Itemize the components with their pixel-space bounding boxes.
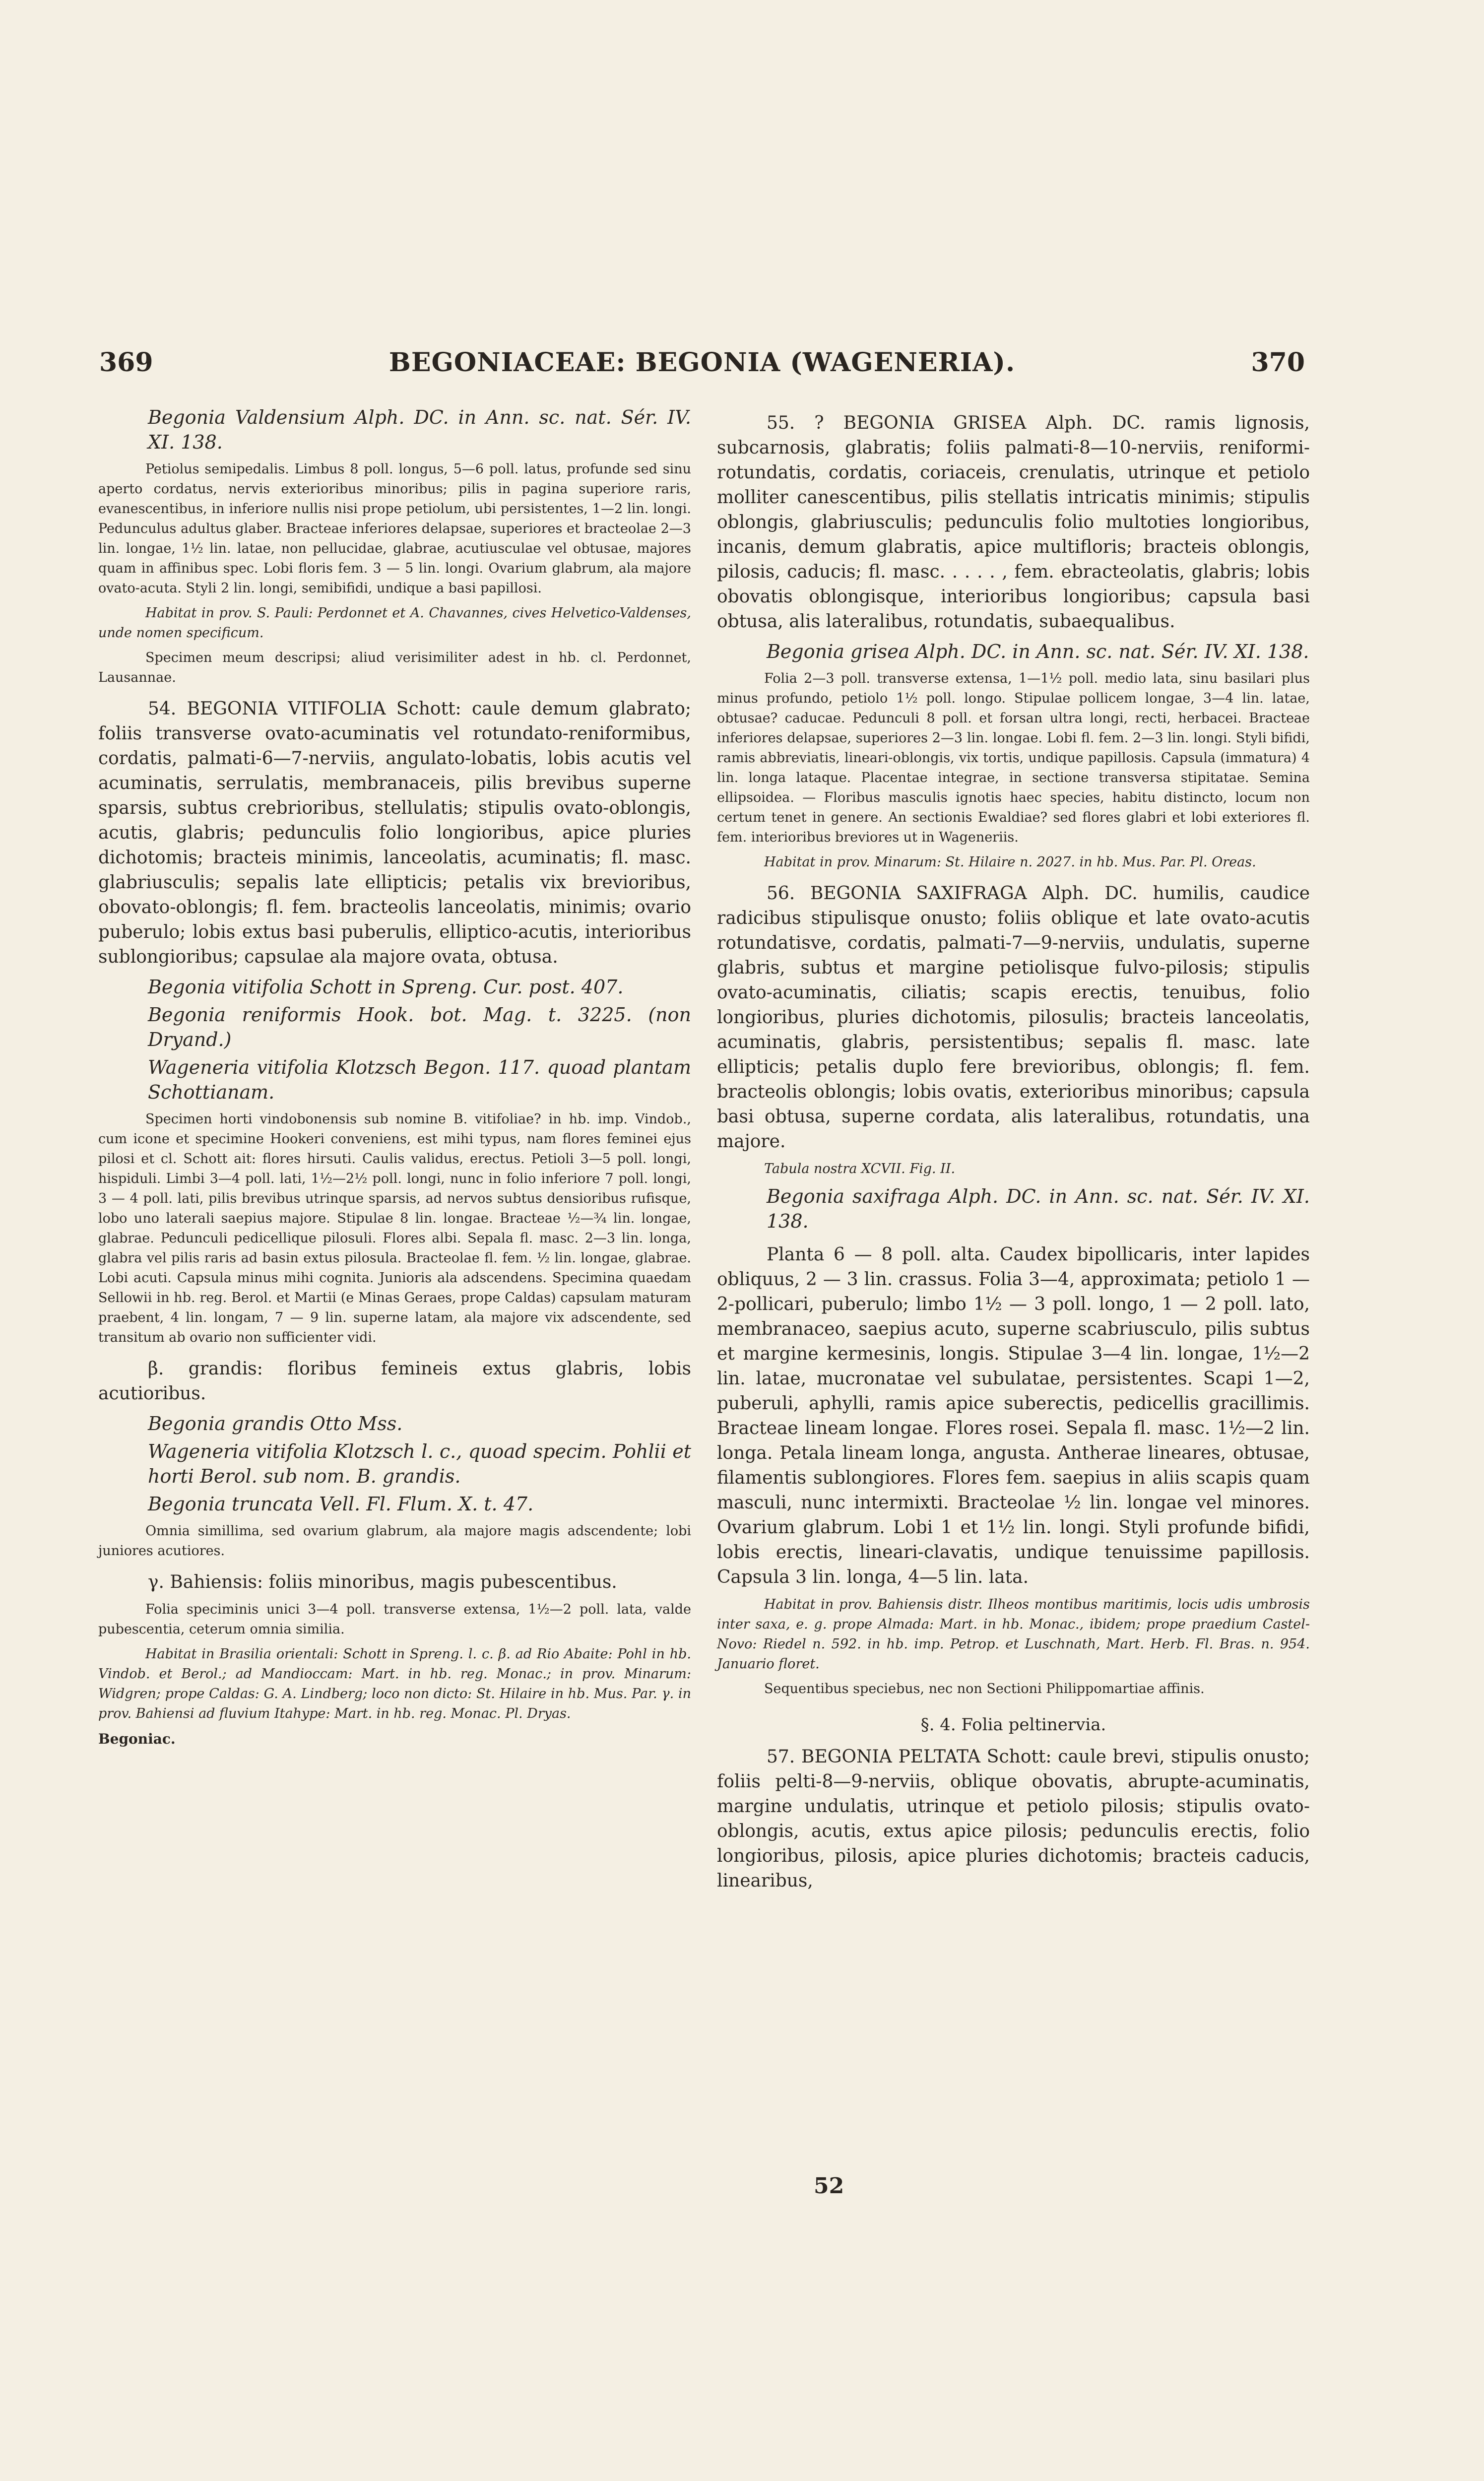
description-saxifraga: Planta 6 — 8 poll. alta. Caudex bipollicaris, inter lapides obliquus, 2 — 3 lin. crassus. Folia 3—4, approximata; petiolo 1 — 2-pollicari, puberulo; limbo 1½ — 3 poll. longo, 1 — 2 poll. lato, membranaceo, saepius acuto, superne scabriusculo, pilis subtus et margine kermesinis, longis. Stipulae 3—4 lin. longae, 1½—2 lin. latae, mucronatae vel subulatae, persistentes. Scapi 1—2, puberuli, aphylli, ramis apice suberectis, pedicellis gracillimis. Bracteae lineam longae. Flores rosei. Sepala fl. masc. 1½—2 lin. longa. Petala lineam longa, angusta. Antherae lineares, obtusae, filamentis sublongiores. Flores fem. saepius in aliis scapis quam masculi, nunc intermixti. Bracteolae ½ lin. longae vel minores. Ovarium glabrum. Lobi 1 et 1½ lin. longi. Styli profunde bifidi, lobis erectis, lineari-clavatis, undique tenuissime papillosis. Capsula 3 lin. longa, 4—5 lin. lata. [717,1244,1310,1587]
plate-reference: Tabula nostra XCVII. Fig. II. [764,1161,956,1176]
affinity-note: Sequentibus speciebus, nec non Sectioni Philippomartiae affinis. [764,1681,1205,1697]
note-beta: Omnia simillima, sed ovarium glabrum, ala majore magis adscendente; lobi juniores acutiores. [98,1523,691,1559]
synonym-truncata: Begonia truncata Vell. Fl. Flum. X. t. 47. [148,1493,534,1515]
description-grisea: Folia 2—3 poll. transverse extensa, 1—1½ poll. medio lata, sinu basilari plus minus profundo, petiolo 1½ poll. longo. Stipulae pollicem longae, 3—4 lin. latae, obtusae? caducae. Pedunculi 8 poll. et forsan ultra longi, recti, herbacei. Bracteae inferiores delapsae, superiores 2—3 lin. longae. Lobi fl. fem. 2—3 lin. longi. Styli bifidi, ramis abbreviatis, lineari-oblongis, vix tortis, undique papillosis. Capsula (immatura) 4 lin. longa lataque. Placentae integrae, in sectione transversa stipitatae. Semina ellipsoidea. — Floribus masculis ignotis haec species, habitu distincto, locum non certum tenet in genere. An sectionis Ewaldiae? sed flores glabri et lobi exteriores fl. fem. interioribus breviores ut in Wageneriis. [717,671,1310,845]
synonym-reniformis: Begonia reniformis Hook. bot. Mag. t. 3225. (non Dryand.) [148,1004,691,1050]
note-gamma: Folia speciminis unici 3—4 poll. transverse extensa, 1½—2 poll. lata, valde pubescentia, ceterum omnia similia. [98,1602,691,1637]
synonym-grandis: Begonia grandis Otto Mss. [148,1413,403,1435]
variety-beta-grandis: β. grandis: floribus femineis extus glabris, lobis acutioribus. [98,1359,691,1404]
left-column [98,402,691,1747]
habitat-vitifolia: Habitat in Brasilia orientali: Schott in Spreng. l. c. β. ad Rio Abaite: Pohl in hb. Vindob. et Berol.; ad Mandioccam: Mart. in hb. reg. Monac.; in prov. Minarum: Widgren; prope Caldas: G. A. Lindberg; loco non dicto: St. Hilaire in hb. Mus. Par. γ. in prov. Bahiensi ad fluvium Itahype: Mart. in hb. reg. Monac. Pl. Dryas. [98,1646,691,1721]
page-number-left: 369 [99,347,153,378]
synonym-saxifraga: Begonia saxifraga Alph. DC. in Ann. sc. nat. Sér. IV. XI. 138. [767,1185,1310,1232]
description-vitifolia: Specimen horti vindobonensis sub nomine B. vitifoliae? in hb. imp. Vindob., cum icone et specimine Hookeri conveniens, est mihi typus, nam flores feminei ejus pilosi et cl. Schott ait: flores hirsuti. Caulis validus, erectus. Petioli 3—5 poll. longi, hispiduli. Limbi 3—4 poll. lati, 1½—2½ poll. longi, nunc in folio inferiore 7 poll. longi, 3 — 4 poll. lati, pilis brevibus utrinque sparsis, ad nervos subtus densioribus rufisque, lobo uno laterali saepius majore. Stipulae 8 lin. longae. Bracteae ½—¾ lin. longae, glabrae. Pedunculi pedicellique pilosuli. Flores albi. Sepala fl. masc. 2—3 lin. longa, glabra vel pilis raris ad basin extus pilosula. Bracteolae fl. fem. ½ lin. longae, glabrae. Lobi acuti. Capsula minus mihi cognita. Junioris ala adscendens. Specimina quaedam Sellowii in hb. reg. Berol. et Martii (e Minas Geraes, prope Caldas) capsulam maturam praebent, 4 lin. longam, 7 — 9 lin. superne latam, ala majore vix adscendente, sed transitum ab ovario non sufficienter vidi. [98,1111,691,1345]
synonym-vitifolia-schott: Begonia vitifolia Schott in Spreng. Cur. post. 407. [148,976,624,998]
section-heading: §. 4. Folia peltinervia. [920,1715,1106,1735]
running-title: BEGONIACEAE: BEGONIA (WAGENERIA). [388,347,1016,378]
species-57-diagnosis: 57. BEGONIA PELTATA Schott: caule brevi, stipulis onusto; foliis pelti-8—9-nerviis, oblique obovatis, abrupte-acuminatis, margine undulatis, utrinque et petiolo pilosis; stipulis ovato-oblongis, acutis, extus apice pilosis; pedunculis erectis, folio longioribus, pilosis, apice pluries dichotomis; bracteis caducis, linearibus, [717,1747,1310,1891]
synonym-wageneria-grandis: Wageneria vitifolia Klotzsch l. c., quoad specim. Pohlii et horti Berol. sub nom. B. grandis. [148,1440,691,1487]
right-column [717,402,1310,1898]
note-valdensium: Specimen meum descripsi; aliud verisimiliter adest in hb. cl. Perdonnet, Lausannae. [98,650,691,685]
synonym-grisea: Begonia grisea Alph. DC. in Ann. sc. nat. Sér. IV. XI. 138. [767,641,1309,662]
variety-gamma-bahiensis: γ. Bahiensis: foliis minoribus, magis pubescentibus. [148,1572,617,1592]
signature-number: 52 [814,2173,844,2199]
description-valdensium: Petiolus semipedalis. Limbus 8 poll. longus, 5—6 poll. latus, profunde sed sinu aperto cordatus, nervis exterioribus minoribus; pilis in pagina superiore raris, evanescentibus, in inferiore nullis nisi prope petiolum, ubi persistentes, 1—2 lin. longi. Pedunculus adultus glaber. Bracteae inferiores delapsae, superiores et bracteolae 2—3 lin. longae, 1½ lin. latae, non pellucidae, glabrae, acutiusculae vel obtusae, majores quam in affinibus spec. Lobi floris fem. 3 — 5 lin. longi. Ovarium glabrum, ala majore ovato-acuta. Styli 2 lin. longi, semibifidi, undique a basi papillosi. [98,461,691,596]
synonym-valdensium: Begonia Valdensium Alph. DC. in Ann. sc. nat. Sér. IV. XI. 138. [148,406,691,453]
habitat-saxifraga: Habitat in prov. Bahiensis distr. Ilheos montibus maritimis, locis udis umbrosis inter saxa, e. g. prope Almada: Mart. in hb. Monac., ibidem; prope praedium Castel-Novo: Riedel n. 592. in hb. imp. Petrop. et Luschnath, Mart. Herb. Fl. Bras. n. 954. Januario floret. [717,1597,1310,1672]
page-number-right: 370 [1251,347,1305,378]
footer-signature-mark: Begoniac. [98,1731,176,1747]
species-56-diagnosis: 56. BEGONIA SAXIFRAGA Alph. DC. humilis, caudice radicibus stipulisque onusto; foliis oblique et late ovato-acutis rotundatisve, cordatis, palmati-7—9-nerviis, undulatis, superne glabris, subtus et margine petiolisque fulvo-pilosis; stipulis ovato-acuminatis, ciliatis; scapis erectis, tenuibus, folio longioribus, pluries dichotomis, pilosulis; bracteis lanceolatis, acuminatis, glabris, persistentibus; sepalis fl. masc. late ellipticis; petalis duplo fere brevioribus, oblongis; fl. fem. bracteolis oblongis; lobis ovatis, exterioribus minoribus; capsula basi obtusa, superne cordata, alis lateralibus, rotundatis, una majore. [717,883,1310,1152]
species-55-diagnosis: 55. ? BEGONIA GRISEA Alph. DC. ramis lignosis, subcarnosis, glabratis; foliis palmati-8—10-nerviis, reniformi-rotundatis, cordatis, coriaceis, crenulatis, utrinque et petiolo molliter canescentibus, pilis stellatis intricatis minimis; stipulis oblongis, glabriusculis; pedunculis folio multoties longioribus, incanis, demum glabratis, apice multifloris; bracteis oblongis, pilosis, caducis; fl. masc. . . . . , fem. ebracteolatis, glabris; lobis obovatis oblongisque, interioribus longioribus; capsula basi obtusa, alis lateralibus, rotundatis, subaequalibus. [717,413,1310,632]
habitat-grisea: Habitat in prov. Minarum: St. Hilaire n. 2027. in hb. Mus. Par. Pl. Oreas. [764,854,1256,870]
species-54-diagnosis: 54. BEGONIA VITIFOLIA Schott: caule demum glabrato; foliis transverse ovato-acuminatis vel rotundato-reniformibus, cordatis, palmati-6—7-nerviis, angulato-lobatis, lobis acutis vel acuminatis, serrulatis, membranaceis, pilis brevibus superne sparsis, subtus crebrioribus, stellulatis; stipulis ovato-oblongis, acutis, glabris; pedunculis folio longioribus, apice pluries dichotomis; bracteis minimis, lanceolatis, acuminatis; fl. masc. glabriusculis; sepalis late ellipticis; petalis vix brevioribus, obovato-oblongis; fl. fem. bracteolis lanceolatis, minimis; ovario puberulo; lobis extus basi puberulis, elliptico-acutis, interioribus sublongioribus; capsulae ala majore ovata, obtusa. [98,699,691,967]
running-header [99,347,1305,392]
synonym-wageneria-vitifolia: Wageneria vitifolia Klotzsch Begon. 117. quoad plantam Schottianam. [148,1056,691,1103]
habitat-valdensium: Habitat in prov. S. Pauli: Perdonnet et A. Chavannes, cives Helvetico-Valdenses, unde nomen specificum. [98,605,691,641]
